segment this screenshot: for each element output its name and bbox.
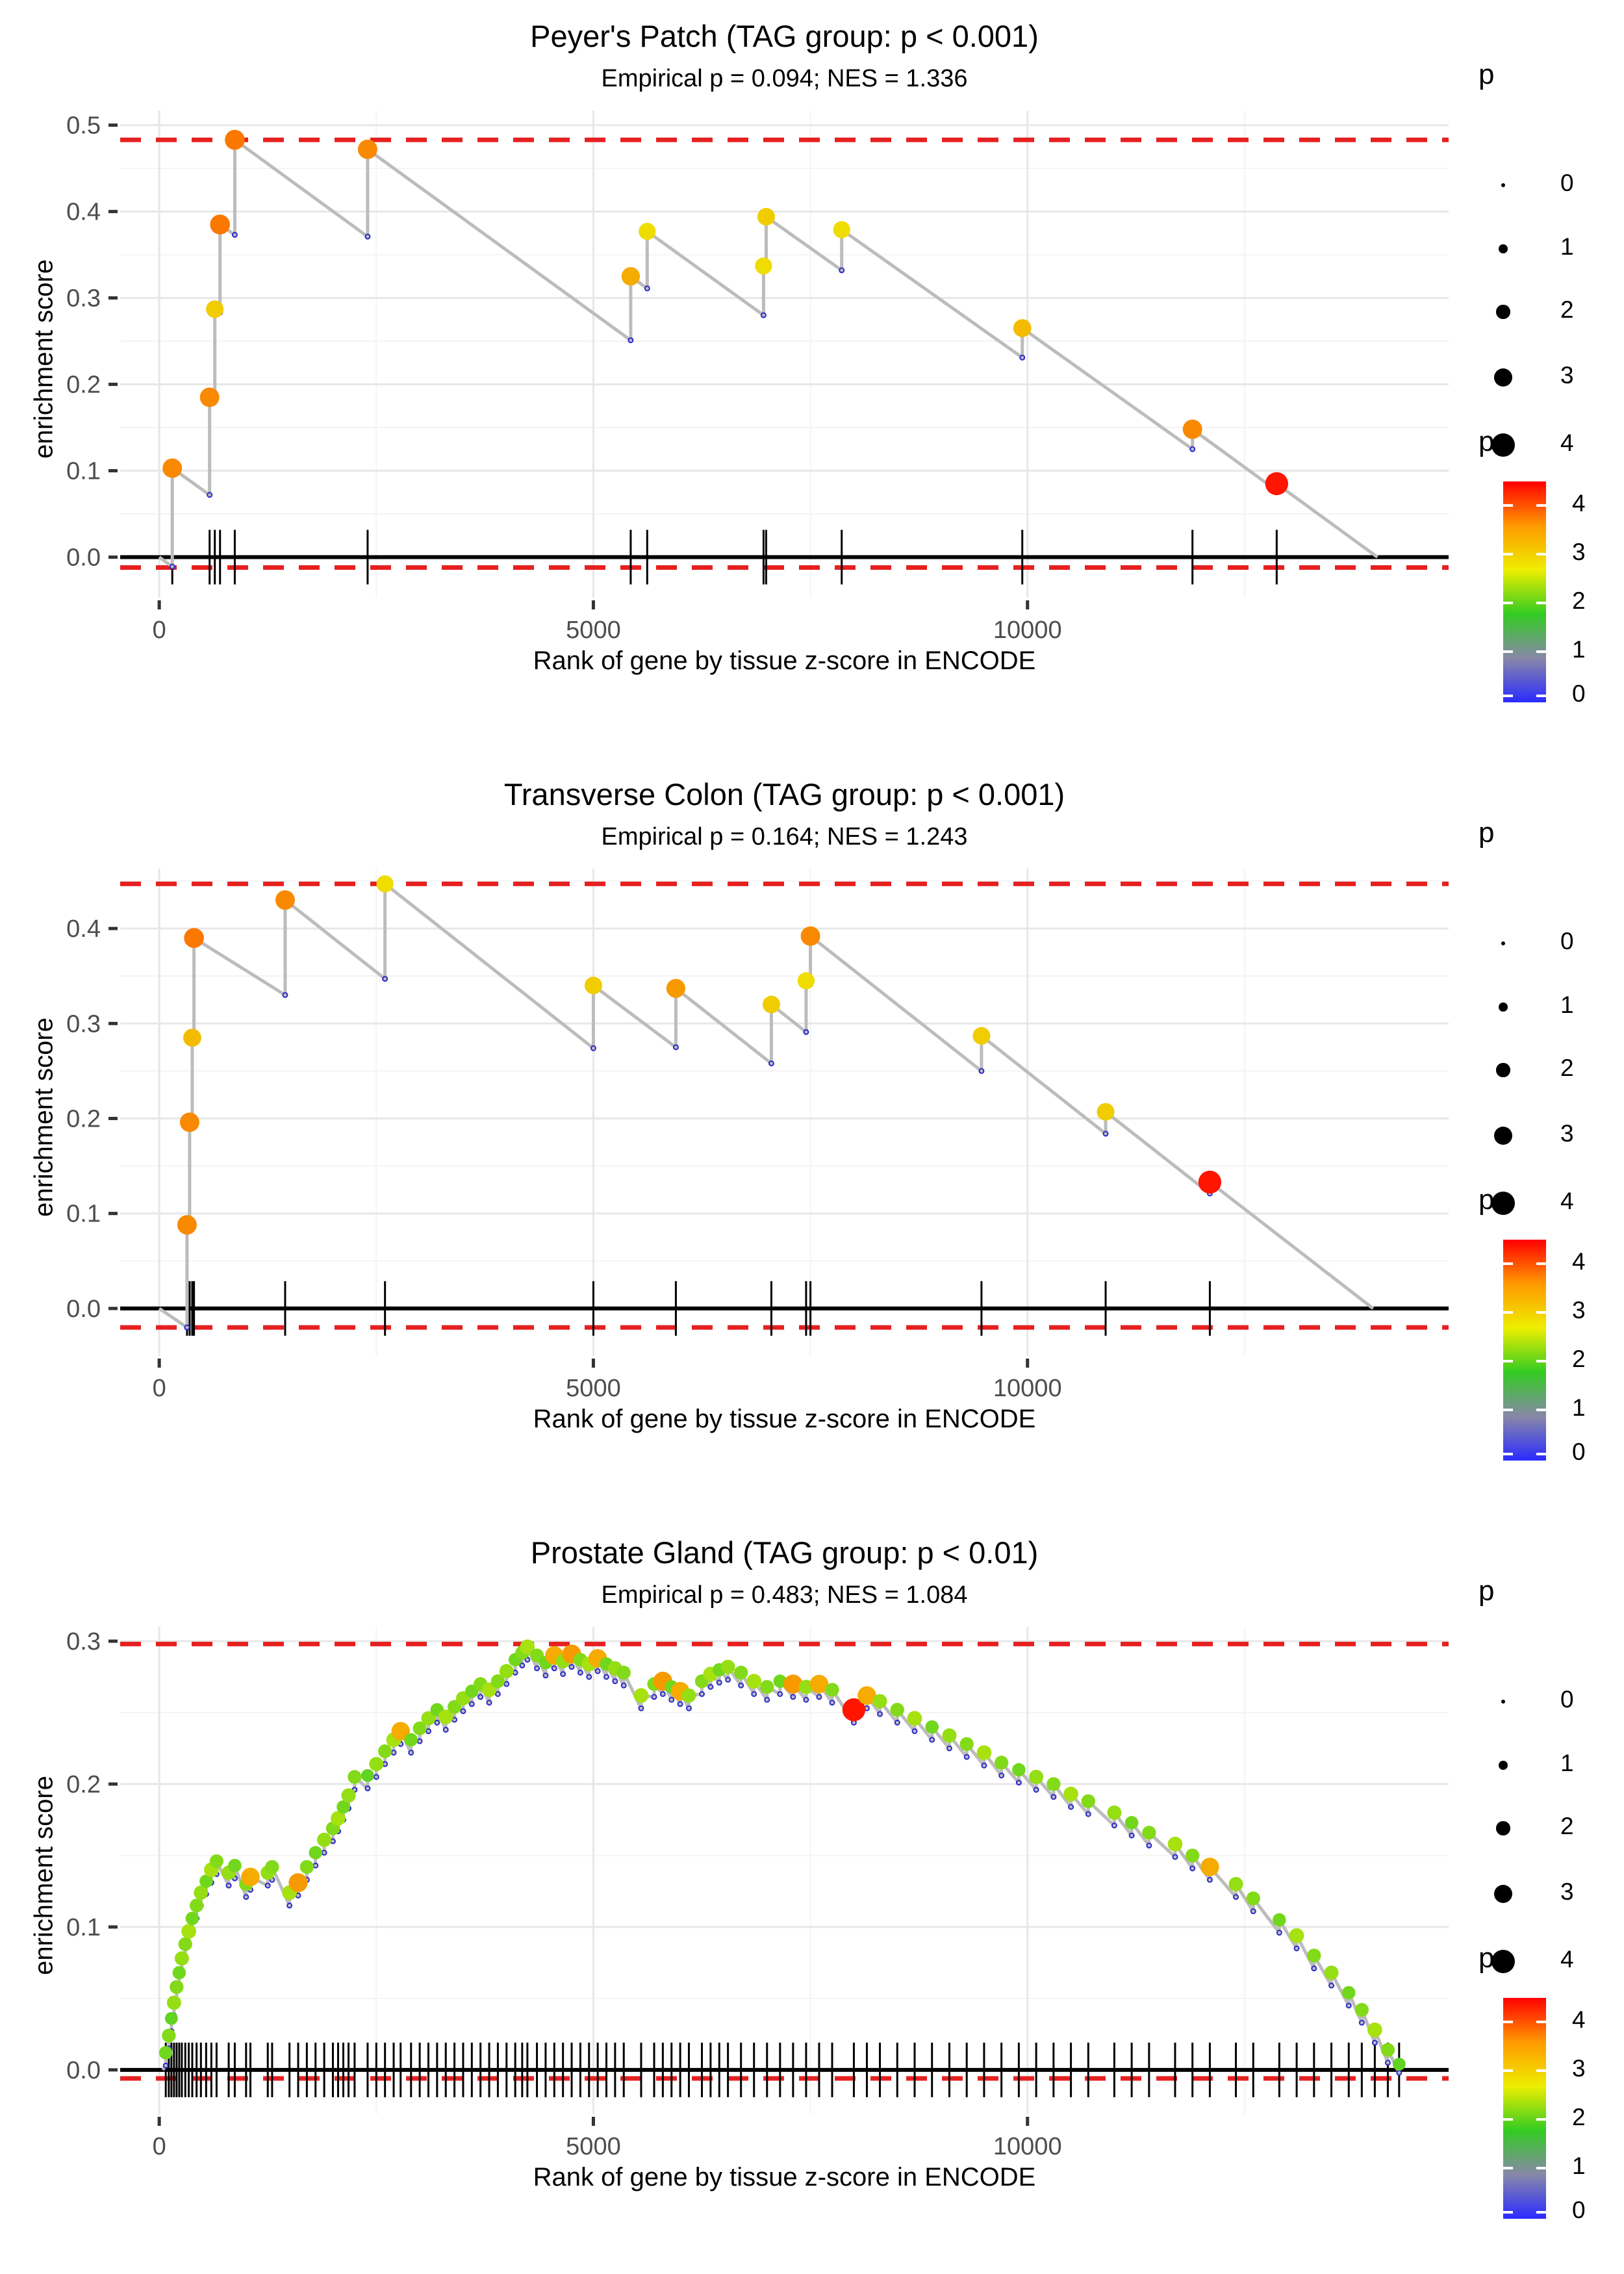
colorbar-tick <box>1536 2069 1546 2072</box>
svg-text:0.5: 0.5 <box>66 112 101 140</box>
colorbar-tick <box>1536 1409 1546 1411</box>
size-legend-title: p <box>1478 58 1495 90</box>
color-legend <box>1463 1942 1619 2228</box>
size-legend-label: 4 <box>1560 1946 1574 1973</box>
size-legend-dot-1 <box>1499 244 1508 253</box>
svg-text:0.1: 0.1 <box>66 1913 101 1941</box>
svg-text:0: 0 <box>152 617 166 644</box>
colorbar-tick <box>1536 1453 1546 1455</box>
size-legend-label: 3 <box>1560 362 1574 389</box>
y-axis-label: enrichment score <box>29 1017 58 1217</box>
size-legend-label: 0 <box>1560 170 1574 196</box>
panel-title: Peyer's Patch (TAG group: p < 0.001) <box>530 19 1039 53</box>
svg-text:5000: 5000 <box>566 2133 621 2160</box>
svg-text:5000: 5000 <box>566 617 621 644</box>
panel-subtitle: Empirical p = 0.483; NES = 1.084 <box>601 1581 968 1609</box>
colorbar-label: 3 <box>1572 539 1586 566</box>
size-legend-title: p <box>1478 817 1495 849</box>
panel-subtitle: Empirical p = 0.094; NES = 1.336 <box>601 65 968 92</box>
color-legend-title: p <box>1478 1184 1495 1216</box>
size-legend-dot-2 <box>1496 1063 1510 1077</box>
colorbar-label: 1 <box>1572 2152 1586 2179</box>
color-legend <box>1463 1184 1619 1470</box>
svg-text:0.1: 0.1 <box>66 457 101 485</box>
enrichment-plot <box>66 110 1449 644</box>
size-legend-title: p <box>1478 1575 1495 1607</box>
svg-text:0.0: 0.0 <box>66 1295 101 1323</box>
colorbar-label: 1 <box>1572 1394 1586 1421</box>
svg-text:0.2: 0.2 <box>66 1770 101 1798</box>
size-legend-label: 1 <box>1560 233 1574 260</box>
size-legend <box>1463 817 1619 1214</box>
colorbar-tick <box>1536 2118 1546 2121</box>
size-legend <box>1463 1575 1619 1973</box>
size-legend-dot-2 <box>1496 1821 1510 1835</box>
size-legend-label: 0 <box>1560 1686 1574 1713</box>
size-legend-label: 0 <box>1560 928 1574 954</box>
svg-text:0.2: 0.2 <box>66 371 101 399</box>
colorbar-label: 2 <box>1572 1346 1586 1372</box>
size-legend-label: 4 <box>1560 429 1574 456</box>
color-legend-title: p <box>1478 1942 1495 1974</box>
x-axis-label: Rank of gene by tissue z-score in ENCODE <box>533 646 1036 675</box>
panel-peyers-patch <box>0 0 1624 758</box>
panel-title: Prostate Gland (TAG group: p < 0.01) <box>530 1535 1039 1570</box>
colorbar-label: 0 <box>1572 680 1586 707</box>
colorbar-tick <box>1503 2167 1513 2169</box>
x-axis-label: Rank of gene by tissue z-score in ENCODE <box>533 2163 1036 2191</box>
colorbar-tick <box>1536 1311 1546 1314</box>
colorbar-tick <box>1536 602 1546 604</box>
colorbar-tick <box>1503 1453 1513 1455</box>
svg-text:0.3: 0.3 <box>66 1010 101 1038</box>
svg-text:10000: 10000 <box>993 2133 1062 2160</box>
colorbar-tick <box>1536 695 1546 697</box>
colorbar-tick <box>1536 504 1546 507</box>
size-legend-dot-3 <box>1494 1885 1513 1904</box>
colorbar-label: 3 <box>1572 1297 1586 1324</box>
colorbar <box>1503 1240 1546 1461</box>
colorbar-label: 0 <box>1572 2196 1586 2223</box>
colorbar-tick <box>1536 2167 1546 2169</box>
color-legend-title: p <box>1478 426 1495 457</box>
svg-text:0: 0 <box>152 2133 166 2160</box>
colorbar-tick <box>1536 1262 1546 1265</box>
svg-text:0.4: 0.4 <box>66 915 101 943</box>
panel-title: Transverse Colon (TAG group: p < 0.001) <box>503 777 1065 811</box>
size-legend-dot-3 <box>1494 1127 1513 1145</box>
panel-transverse-colon <box>0 758 1624 1516</box>
size-legend-label: 3 <box>1560 1878 1574 1905</box>
colorbar-tick <box>1503 553 1513 556</box>
colorbar-tick <box>1536 1360 1546 1362</box>
svg-text:10000: 10000 <box>993 617 1062 644</box>
color-legend <box>1463 426 1619 711</box>
colorbar-tick <box>1503 650 1513 653</box>
colorbar-tick <box>1503 504 1513 507</box>
colorbar-label: 1 <box>1572 635 1586 663</box>
size-legend-label: 2 <box>1560 296 1574 323</box>
colorbar-tick <box>1503 2211 1513 2214</box>
y-axis-label: enrichment score <box>29 259 58 459</box>
size-legend <box>1463 58 1619 456</box>
colorbar-label: 2 <box>1572 587 1586 614</box>
size-legend-dot-1 <box>1499 1003 1508 1012</box>
svg-text:0.3: 0.3 <box>66 285 101 313</box>
enrichment-plot <box>66 869 1449 1402</box>
y-axis-label: enrichment score <box>29 1776 58 1975</box>
colorbar-label: 4 <box>1572 1248 1586 1275</box>
colorbar-label: 0 <box>1572 1438 1586 1465</box>
colorbar-tick <box>1503 1409 1513 1411</box>
svg-text:0: 0 <box>152 1375 166 1402</box>
svg-text:0.3: 0.3 <box>66 1628 101 1655</box>
colorbar-tick <box>1503 602 1513 604</box>
svg-text:0.0: 0.0 <box>66 2056 101 2084</box>
size-legend-label: 4 <box>1560 1188 1574 1214</box>
colorbar-tick <box>1503 1360 1513 1362</box>
size-legend-label: 2 <box>1560 1813 1574 1839</box>
colorbar-tick <box>1503 1262 1513 1265</box>
svg-text:0.2: 0.2 <box>66 1105 101 1133</box>
size-legend-dot-0 <box>1501 183 1505 187</box>
panel-subtitle: Empirical p = 0.164; NES = 1.243 <box>601 823 968 850</box>
colorbar-label: 4 <box>1572 490 1586 517</box>
svg-text:10000: 10000 <box>993 1375 1062 1402</box>
svg-text:0.0: 0.0 <box>66 544 101 572</box>
svg-text:0.1: 0.1 <box>66 1200 101 1228</box>
colorbar-tick <box>1536 650 1546 653</box>
size-legend-label: 3 <box>1560 1120 1574 1147</box>
size-legend-dot-2 <box>1496 305 1510 318</box>
enrichment-plot <box>66 1627 1449 2160</box>
size-legend-dot-1 <box>1499 1761 1508 1770</box>
colorbar <box>1503 481 1546 702</box>
colorbar-tick <box>1536 2211 1546 2214</box>
colorbar-tick <box>1503 1311 1513 1314</box>
colorbar-tick <box>1503 2069 1513 2072</box>
colorbar <box>1503 1998 1546 2219</box>
size-legend-label: 1 <box>1560 991 1574 1018</box>
panel-prostate-gland <box>0 1516 1624 2274</box>
size-legend-dot-0 <box>1501 1700 1505 1704</box>
x-axis-label: Rank of gene by tissue z-score in ENCODE <box>533 1405 1036 1433</box>
colorbar-tick <box>1503 695 1513 697</box>
size-legend-label: 1 <box>1560 1750 1574 1776</box>
colorbar-label: 2 <box>1572 2104 1586 2130</box>
size-legend-dot-0 <box>1501 941 1505 945</box>
size-legend-dot-3 <box>1494 368 1513 387</box>
svg-text:5000: 5000 <box>566 1375 621 1402</box>
colorbar-label: 3 <box>1572 2055 1586 2082</box>
colorbar-tick <box>1536 553 1546 556</box>
colorbar-tick <box>1503 2021 1513 2023</box>
colorbar-label: 4 <box>1572 2006 1586 2034</box>
colorbar-tick <box>1536 2021 1546 2023</box>
colorbar-tick <box>1503 2118 1513 2121</box>
svg-text:0.4: 0.4 <box>66 198 101 226</box>
size-legend-label: 2 <box>1560 1054 1574 1081</box>
